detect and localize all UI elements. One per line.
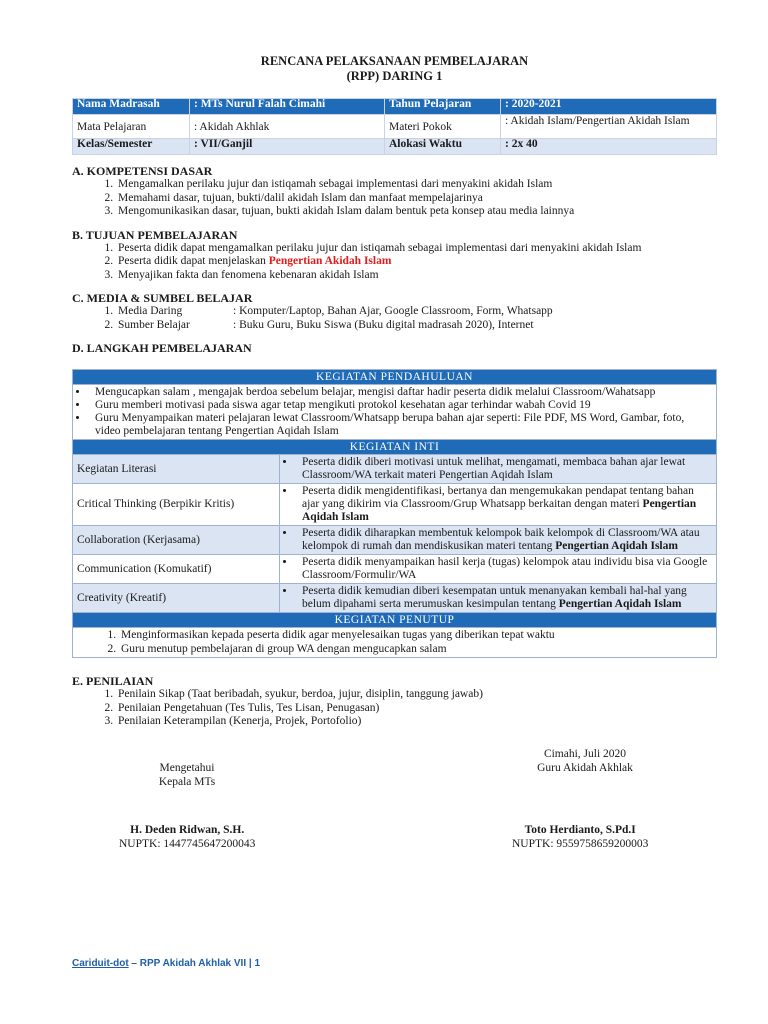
section-heading: B. TUJUAN PEMBELAJARAN <box>72 227 238 242</box>
info-label: Alokasi Waktu <box>385 139 501 155</box>
activity-bold-text: Pengertian Aqidah Islam <box>302 498 697 523</box>
kegiatan-table <box>72 369 717 658</box>
info-value: : VII/Ganjil <box>190 139 385 155</box>
signature-right <box>474 747 696 775</box>
teacher-role: Guru Akidah Akhlak <box>537 761 633 774</box>
activity-desc <box>280 526 717 555</box>
activity-bold-text: Pengertian Aqidah Islam <box>558 598 682 610</box>
info-row <box>73 115 717 139</box>
table-header-row <box>73 370 717 385</box>
pendahuluan-cell <box>73 385 717 440</box>
acknowledge-label: Mengetahui <box>159 761 215 774</box>
activity-text: Peserta didik kemudian diberi kesempatan untuk menanyakan kembali hal-hal yang belum dipahami serta merumuskan kesimpulan tentang <box>302 585 687 610</box>
inti-header: KEGIATAN INTI <box>73 440 717 455</box>
list-item: 3. Menyajikan fakta dan fenomena kebenaran akidah Islam <box>116 269 717 283</box>
list-item: 2. Guru menutup pembelajaran di group WA dengan mengucapkan salam <box>119 643 712 657</box>
list-item <box>116 319 717 333</box>
activity-text: Peserta didik diberi motivasi untuk melihat, mengamati, membaca bahan ajar lewat Classroom/WA terkait materi Pengertian Aqidah Islam <box>302 456 686 481</box>
activity-bold-text: Pengertian Aqidah Islam <box>555 540 678 552</box>
section-heading: A. KOMPETENSI DASAR <box>72 164 213 178</box>
list-item: 2. Memahami dasar, tujuan, bukti/dalil akidah Islam dan manfaat mempelajarinya <box>116 192 717 206</box>
activity-text: Peserta didik mengidentifikasi, bertanya dan mengemukakan pendapat tentang bahan ajar yang dikirim via Classroom/Grup Whatsapp berkaitan dengan materi <box>302 485 694 510</box>
principal-role: Kepala MTs <box>158 775 216 788</box>
rpp-document <box>72 54 717 850</box>
pendahuluan-list <box>77 386 712 438</box>
principal-name: H. Deden Ridwan, S.H. <box>130 823 245 836</box>
info-label: Kelas/Semester <box>73 139 190 155</box>
info-value: : 2020-2021 <box>501 99 717 115</box>
activity-text: Peserta didik menyampaikan hasil kerja (tugas) kelompok atau individu bisa via Google Classroom/Formulir/WA <box>302 556 708 581</box>
section-heading: D. LANGKAH PEMBELAJARAN <box>72 341 252 355</box>
info-label: Materi Pokok <box>385 115 501 139</box>
table-row <box>73 628 717 658</box>
list-item: • Guru memberi motivasi pada siswa agar tetap mengikuti protokol kesehatan agar terhindar wabah Covid 19 <box>89 399 712 412</box>
list-item-text: Peserta didik dapat menjelaskan <box>118 255 269 267</box>
activity-desc <box>280 584 717 613</box>
list-item <box>116 255 717 269</box>
list-item: 1. Penilain Sikap (Taat beribadah, syukur, berdoa, jujur, disiplin, tanggung jawab) <box>116 688 717 702</box>
page-footer <box>72 958 260 969</box>
list-item: • Mengucapkan salam , mengajak berdoa sebelum belajar, mengisi daftar hadir peserta didik melalui Classroom/Wahatsapp <box>89 386 712 399</box>
table-row <box>73 455 717 484</box>
activity-label: Creativity (Kreatif) <box>73 584 280 613</box>
info-label: Mata Pelajaran <box>73 115 190 139</box>
table-row <box>73 484 717 526</box>
activity-label: Kegiatan Literasi <box>73 455 280 484</box>
list-item: • Guru Menyampaikan materi pelajaran lewat Classroom/Whatsapp berupa bahan ajar seperti: File PDF, MS Word, Gambar, foto, video pembelajaran tentang Pengertian Aqidah Islam <box>89 412 712 438</box>
penutup-header: KEGIATAN PENUTUP <box>73 613 717 628</box>
info-label: Tahun Pelajaran <box>385 99 501 115</box>
section-heading: E. PENILAIAN <box>72 674 154 688</box>
list-item: 3. Mengomunikasikan dasar, tujuan, bukti akidah Islam dalam bentuk peta konsep atau media lainnya <box>116 205 717 219</box>
table-header-row <box>73 613 717 628</box>
info-table <box>72 98 717 155</box>
list-item: 3. Penilaian Keterampilan (Kenerja, Projek, Portofolio) <box>116 715 717 729</box>
tujuan-list <box>72 242 717 283</box>
table-row <box>73 555 717 584</box>
highlight-text: Pengertian Akidah Islam <box>268 255 392 267</box>
sumber-key: Sumber Belajar <box>118 318 190 331</box>
info-label: Nama Madrasah <box>73 99 190 115</box>
info-value: : MTs Nurul Falah Cimahi <box>190 99 385 115</box>
info-row <box>73 99 717 115</box>
activity-desc <box>280 455 717 484</box>
kompetensi-list <box>72 178 717 219</box>
pendahuluan-header: KEGIATAN PENDAHULUAN <box>73 370 717 385</box>
teacher-name: Toto Herdianto, S.Pd.I <box>524 823 636 836</box>
activity-desc <box>280 484 717 526</box>
list-item <box>116 305 717 319</box>
place-date: Cimahi, Juli 2020 <box>543 747 627 760</box>
document-title: RENCANA PELAKSANAAN PEMBELAJARAN <box>260 54 529 68</box>
activity-label: Communication (Komukatif) <box>73 555 280 584</box>
info-row <box>73 139 717 155</box>
list-item: 1. Mengamalkan perilaku jujur dan istiqamah sebagai implementasi dari menyakini akidah Islam <box>116 178 717 192</box>
penutup-list <box>77 629 712 656</box>
teacher-nuptk: NUPTK: 9559758659200003 <box>512 837 649 850</box>
footer-text: – RPP Akidah Akhlak VII | 1 <box>128 958 261 969</box>
principal-nuptk: NUPTK: 1447745647200043 <box>119 837 256 850</box>
activity-label: Critical Thinking (Berpikir Kritis) <box>73 484 280 526</box>
table-row <box>73 526 717 555</box>
info-value: : Akidah Akhlak <box>190 115 385 139</box>
penilaian-list <box>72 688 717 729</box>
section-heading: C. MEDIA & SUMBEL BELAJAR <box>72 291 253 305</box>
document-subtitle: (RPP) DARING 1 <box>346 69 443 83</box>
media-list <box>72 305 717 332</box>
teacher-signature <box>512 823 648 851</box>
table-header-row <box>73 440 717 455</box>
list-item: 2. Penilaian Pengetahuan (Tes Tulis, Tes Lisan, Penugasan) <box>116 702 717 716</box>
signature-left <box>92 761 282 789</box>
info-value: : 2x 40 <box>501 139 717 155</box>
activity-desc <box>280 555 717 584</box>
list-item: 1. Menginformasikan kepada peserta didik agar menyelesaikan tugas yang diberikan tepat waktu <box>119 629 712 643</box>
media-key: Media Daring <box>118 305 183 317</box>
table-row <box>73 385 717 440</box>
activity-label: Collaboration (Kerjasama) <box>73 526 280 555</box>
table-row <box>73 584 717 613</box>
sumber-value: : Buku Guru, Buku Siswa (Buku digital madrasah 2020), Internet <box>233 318 534 331</box>
footer-site-link[interactable]: Cariduit-dot <box>72 958 129 969</box>
info-value: : Akidah Islam/Pengertian Akidah Islam <box>501 115 717 139</box>
principal-signature <box>119 823 255 851</box>
list-item: 1. Peserta didik dapat mengamalkan perilaku jujur dan istiqamah sebagai implementasi dari menyakini akidah Islam <box>116 242 717 256</box>
media-value: : Komputer/Laptop, Bahan Ajar, Google Classroom, Form, Whatsapp <box>233 305 553 317</box>
penutup-cell <box>73 628 717 658</box>
signature-block <box>72 737 717 850</box>
activity-text: Peserta didik diharapkan membentuk kelompok baik kelompok di Classroom/WA atau kelompok di rumah dan mendiskusikan materi tentang <box>302 527 700 552</box>
